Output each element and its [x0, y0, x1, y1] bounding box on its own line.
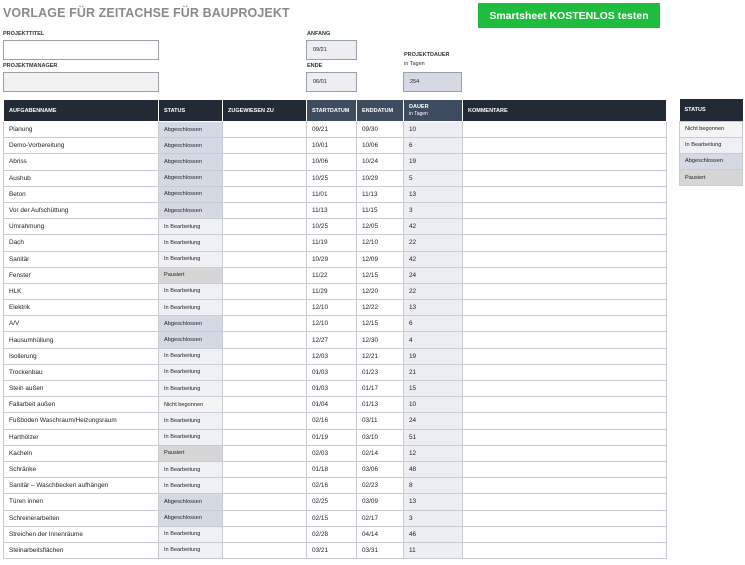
start-date-cell[interactable]: 02/15 [307, 510, 357, 526]
status-cell[interactable]: Pausiert [159, 445, 223, 461]
task-name-cell[interactable]: HLK [4, 283, 159, 299]
table-row [4, 316, 667, 332]
legend-item-paused: Pausiert [680, 170, 743, 186]
duration-cell[interactable]: 5 [404, 170, 463, 186]
comments-cell[interactable] [463, 251, 667, 267]
col-header-assigned: ZUGEWIESEN ZU [223, 100, 307, 122]
project-duration-field: 254 [403, 72, 462, 92]
status-cell[interactable]: Abgeschlossen [159, 186, 223, 202]
project-title-label: PROJEKTTITEL [3, 31, 45, 37]
assigned-cell[interactable] [223, 413, 307, 429]
status-cell[interactable]: In Bearbeitung [159, 478, 223, 494]
end-date-cell[interactable]: 12/15 [357, 316, 404, 332]
legend-header: STATUS [680, 99, 743, 121]
duration-cell[interactable]: 10 [404, 122, 463, 138]
duration-cell[interactable]: 22 [404, 235, 463, 251]
table-row [4, 122, 667, 138]
status-cell[interactable]: Abgeschlossen [159, 138, 223, 154]
task-name-cell[interactable]: Aushub [4, 170, 159, 186]
comments-cell[interactable] [463, 478, 667, 494]
start-date-cell[interactable]: 01/18 [307, 461, 357, 477]
start-date-cell[interactable]: 02/16 [307, 413, 357, 429]
table-row [4, 381, 667, 397]
duration-cell[interactable]: 11 [404, 542, 463, 558]
end-date-cell[interactable]: 09/30 [357, 122, 404, 138]
assigned-cell[interactable] [223, 138, 307, 154]
start-date-cell[interactable]: 01/04 [307, 397, 357, 413]
duration-cell[interactable]: 13 [404, 494, 463, 510]
task-name-cell[interactable]: Sanitär – Waschbecken aufhängen [4, 478, 159, 494]
status-cell[interactable]: Abgeschlossen [159, 122, 223, 138]
task-name-cell[interactable]: Hausumhüllung [4, 332, 159, 348]
comments-cell[interactable] [463, 170, 667, 186]
assigned-cell[interactable] [223, 526, 307, 542]
table-row [4, 154, 667, 170]
duration-cell[interactable]: 19 [404, 154, 463, 170]
status-cell[interactable]: In Bearbeitung [159, 381, 223, 397]
task-name-cell[interactable]: Steinarbeitsflächen [4, 542, 159, 558]
comments-cell[interactable] [463, 219, 667, 235]
task-name-cell[interactable]: Fenster [4, 267, 159, 283]
duration-cell[interactable]: 6 [404, 316, 463, 332]
status-cell[interactable]: In Bearbeitung [159, 283, 223, 299]
end-date-cell[interactable]: 10/06 [357, 138, 404, 154]
task-name-cell[interactable]: Isolierung [4, 348, 159, 364]
start-date-cell[interactable]: 02/03 [307, 445, 357, 461]
start-date-cell[interactable]: 02/28 [307, 526, 357, 542]
end-date-cell[interactable]: 12/20 [357, 283, 404, 299]
status-cell[interactable]: Nicht begonnen [159, 397, 223, 413]
assigned-cell[interactable] [223, 170, 307, 186]
col-header-duration [404, 100, 463, 122]
project-manager-label: PROJEKTMANAGER [3, 63, 58, 69]
start-date-cell[interactable]: 10/25 [307, 219, 357, 235]
status-cell[interactable]: Abgeschlossen [159, 154, 223, 170]
end-date-cell[interactable]: 12/09 [357, 251, 404, 267]
comments-cell[interactable] [463, 300, 667, 316]
end-date-cell[interactable]: 03/11 [357, 413, 404, 429]
task-name-cell[interactable]: Beton [4, 186, 159, 202]
status-cell[interactable]: In Bearbeitung [159, 219, 223, 235]
assigned-cell[interactable] [223, 316, 307, 332]
task-name-cell[interactable]: Sanitär [4, 251, 159, 267]
task-name-cell[interactable]: Schreinerarbeiten [4, 510, 159, 526]
end-date-cell[interactable]: 12/22 [357, 300, 404, 316]
col-header-status: STATUS [159, 100, 223, 122]
status-cell[interactable]: In Bearbeitung [159, 413, 223, 429]
comments-cell[interactable] [463, 397, 667, 413]
start-date-cell[interactable]: 11/19 [307, 235, 357, 251]
assigned-cell[interactable] [223, 219, 307, 235]
end-date-cell[interactable]: 03/06 [357, 461, 404, 477]
assigned-cell[interactable] [223, 267, 307, 283]
table-row [4, 138, 667, 154]
end-date-cell[interactable]: 01/17 [357, 381, 404, 397]
task-name-cell[interactable]: Kacheln [4, 445, 159, 461]
table-row [4, 170, 667, 186]
assigned-cell[interactable] [223, 429, 307, 445]
start-date-cell[interactable]: 10/01 [307, 138, 357, 154]
task-name-cell[interactable]: Fallarbeit außen [4, 397, 159, 413]
duration-cell[interactable]: 3 [404, 510, 463, 526]
status-cell[interactable]: Abgeschlossen [159, 316, 223, 332]
comments-cell[interactable] [463, 154, 667, 170]
table-row [4, 332, 667, 348]
task-name-cell[interactable]: Fußboden Waschraum/Heizungsraum [4, 413, 159, 429]
status-cell[interactable]: In Bearbeitung [159, 364, 223, 380]
task-name-cell[interactable]: A/V [4, 316, 159, 332]
duration-cell[interactable]: 13 [404, 186, 463, 202]
task-name-cell[interactable]: Türen innen [4, 494, 159, 510]
assigned-cell[interactable] [223, 461, 307, 477]
duration-cell[interactable]: 13 [404, 300, 463, 316]
duration-cell[interactable]: 24 [404, 413, 463, 429]
col-header-duration-label: DAUER [409, 104, 429, 110]
end-date-cell[interactable]: 02/14 [357, 445, 404, 461]
task-name-cell[interactable]: Schränke [4, 461, 159, 477]
col-header-end: ENDDATUM [357, 100, 404, 122]
comments-cell[interactable] [463, 364, 667, 380]
duration-cell[interactable]: 24 [404, 267, 463, 283]
duration-cell[interactable]: 4 [404, 332, 463, 348]
task-name-cell[interactable]: Vor der Aufschüttung [4, 202, 159, 218]
table-row [4, 186, 667, 202]
table-row [4, 445, 667, 461]
assigned-cell[interactable] [223, 542, 307, 558]
assigned-cell[interactable] [223, 348, 307, 364]
status-cell[interactable]: Abgeschlossen [159, 332, 223, 348]
table-row [4, 202, 667, 218]
assigned-cell[interactable] [223, 154, 307, 170]
status-cell[interactable]: In Bearbeitung [159, 300, 223, 316]
start-date-cell[interactable]: 11/13 [307, 202, 357, 218]
assigned-cell[interactable] [223, 397, 307, 413]
col-header-duration-sub: in Tagen [409, 111, 428, 117]
assigned-cell[interactable] [223, 332, 307, 348]
smartsheet-trial-button[interactable]: Smartsheet KOSTENLOS testen [478, 3, 660, 28]
end-date-cell[interactable]: 11/13 [357, 186, 404, 202]
status-cell[interactable]: In Bearbeitung [159, 251, 223, 267]
status-cell[interactable]: Abgeschlossen [159, 170, 223, 186]
status-cell[interactable]: Abgeschlossen [159, 202, 223, 218]
start-date-cell[interactable]: 12/03 [307, 348, 357, 364]
table-row [4, 526, 667, 542]
project-start-field[interactable]: 09/21 [306, 40, 357, 60]
legend-item-in-progress: In Bearbeitung [680, 137, 743, 153]
task-name-cell[interactable]: Elektrik [4, 300, 159, 316]
task-name-cell[interactable]: Umrahmung [4, 219, 159, 235]
start-date-cell[interactable]: 09/21 [307, 122, 357, 138]
start-date-cell[interactable]: 10/06 [307, 154, 357, 170]
project-title-field[interactable] [3, 40, 159, 60]
assigned-cell[interactable] [223, 235, 307, 251]
end-date-cell[interactable]: 12/30 [357, 332, 404, 348]
task-name-cell[interactable]: Planung [4, 122, 159, 138]
assigned-cell[interactable] [223, 364, 307, 380]
duration-label: PROJEKTDAUER [404, 52, 450, 58]
start-date-cell[interactable]: 12/10 [307, 316, 357, 332]
duration-cell[interactable]: 48 [404, 461, 463, 477]
table-row [4, 510, 667, 526]
end-date-cell[interactable]: 12/21 [357, 348, 404, 364]
comments-cell[interactable] [463, 510, 667, 526]
status-cell[interactable]: In Bearbeitung [159, 235, 223, 251]
duration-cell[interactable]: 42 [404, 219, 463, 235]
duration-cell[interactable]: 6 [404, 138, 463, 154]
task-table [3, 99, 667, 559]
comments-cell[interactable] [463, 138, 667, 154]
duration-cell[interactable]: 3 [404, 202, 463, 218]
assigned-cell[interactable] [223, 251, 307, 267]
task-name-cell[interactable]: Streichen der Innenräume [4, 526, 159, 542]
start-date-cell[interactable]: 11/01 [307, 186, 357, 202]
status-legend [679, 99, 743, 186]
start-date-cell[interactable]: 02/16 [307, 478, 357, 494]
comments-cell[interactable] [463, 283, 667, 299]
assigned-cell[interactable] [223, 283, 307, 299]
start-date-cell[interactable]: 03/21 [307, 542, 357, 558]
duration-cell[interactable]: 10 [404, 397, 463, 413]
comments-cell[interactable] [463, 235, 667, 251]
duration-cell[interactable]: 21 [404, 364, 463, 380]
table-row [4, 461, 667, 477]
legend-item-completed: Abgeschlossen [680, 153, 743, 169]
status-cell[interactable]: Abgeschlossen [159, 494, 223, 510]
start-date-cell[interactable]: 11/29 [307, 283, 357, 299]
assigned-cell[interactable] [223, 381, 307, 397]
table-row [4, 235, 667, 251]
table-row [4, 413, 667, 429]
comments-cell[interactable] [463, 494, 667, 510]
table-row [4, 494, 667, 510]
comments-cell[interactable] [463, 429, 667, 445]
table-header-row [4, 100, 667, 122]
task-name-cell[interactable]: Stein außen [4, 381, 159, 397]
status-cell[interactable]: In Bearbeitung [159, 526, 223, 542]
col-header-comments: KOMMENTARE [463, 100, 667, 122]
duration-cell[interactable]: 51 [404, 429, 463, 445]
col-header-start: STARTDATUM [307, 100, 357, 122]
comments-cell[interactable] [463, 202, 667, 218]
comments-cell[interactable] [463, 381, 667, 397]
duration-cell[interactable]: 42 [404, 251, 463, 267]
start-date-cell[interactable]: 12/27 [307, 332, 357, 348]
table-row [4, 300, 667, 316]
comments-cell[interactable] [463, 526, 667, 542]
end-date-cell[interactable]: 12/10 [357, 235, 404, 251]
legend-item-not-started: Nicht begonnen [680, 121, 743, 137]
end-date-cell[interactable]: 02/17 [357, 510, 404, 526]
start-date-cell[interactable]: 10/25 [307, 170, 357, 186]
duration-cell[interactable]: 22 [404, 283, 463, 299]
comments-cell[interactable] [463, 332, 667, 348]
end-date-cell[interactable]: 03/09 [357, 494, 404, 510]
col-header-task: AUFGABENNAME [4, 100, 159, 122]
end-date-cell[interactable]: 02/23 [357, 478, 404, 494]
start-label: ANFANG [307, 31, 331, 37]
start-date-cell[interactable]: 11/22 [307, 267, 357, 283]
end-date-cell[interactable]: 03/10 [357, 429, 404, 445]
comments-cell[interactable] [463, 461, 667, 477]
assigned-cell[interactable] [223, 300, 307, 316]
status-cell[interactable]: In Bearbeitung [159, 542, 223, 558]
duration-cell[interactable]: 46 [404, 526, 463, 542]
comments-cell[interactable] [463, 122, 667, 138]
end-date-cell[interactable]: 10/24 [357, 154, 404, 170]
end-date-cell[interactable]: 10/29 [357, 170, 404, 186]
table-row [4, 542, 667, 558]
start-date-cell[interactable]: 01/03 [307, 381, 357, 397]
table-row [4, 348, 667, 364]
status-cell[interactable]: Pausiert [159, 267, 223, 283]
comments-cell[interactable] [463, 316, 667, 332]
duration-cell[interactable]: 19 [404, 348, 463, 364]
task-name-cell[interactable]: Trockenbau [4, 364, 159, 380]
table-row [4, 364, 667, 380]
table-row [4, 429, 667, 445]
task-name-cell[interactable]: Harthölzer [4, 429, 159, 445]
assigned-cell[interactable] [223, 478, 307, 494]
task-name-cell[interactable]: Abriss [4, 154, 159, 170]
comments-cell[interactable] [463, 445, 667, 461]
start-date-cell[interactable]: 01/19 [307, 429, 357, 445]
table-row [4, 251, 667, 267]
comments-cell[interactable] [463, 348, 667, 364]
duration-cell[interactable]: 8 [404, 478, 463, 494]
end-date-cell[interactable]: 03/31 [357, 542, 404, 558]
start-date-cell[interactable]: 12/10 [307, 300, 357, 316]
project-manager-field[interactable] [3, 72, 159, 92]
table-row [4, 267, 667, 283]
duration-cell[interactable]: 12 [404, 445, 463, 461]
assigned-cell[interactable] [223, 186, 307, 202]
comments-cell[interactable] [463, 186, 667, 202]
status-cell[interactable]: In Bearbeitung [159, 461, 223, 477]
assigned-cell[interactable] [223, 494, 307, 510]
assigned-cell[interactable] [223, 122, 307, 138]
table-row [4, 397, 667, 413]
end-date-cell[interactable]: 01/23 [357, 364, 404, 380]
start-date-cell[interactable]: 02/25 [307, 494, 357, 510]
comments-cell[interactable] [463, 413, 667, 429]
status-cell[interactable]: Abgeschlossen [159, 510, 223, 526]
duration-cell[interactable]: 15 [404, 381, 463, 397]
end-label: ENDE [307, 63, 323, 69]
duration-sublabel: in Tagen [404, 61, 425, 67]
status-cell[interactable]: In Bearbeitung [159, 348, 223, 364]
assigned-cell[interactable] [223, 510, 307, 526]
end-date-cell[interactable]: 11/15 [357, 202, 404, 218]
project-end-field[interactable]: 06/01 [306, 72, 357, 92]
page-title: VORLAGE FÜR ZEITACHSE FÜR BAUPROJEKT [3, 6, 290, 20]
comments-cell[interactable] [463, 542, 667, 558]
end-date-cell[interactable]: 12/15 [357, 267, 404, 283]
assigned-cell[interactable] [223, 445, 307, 461]
comments-cell[interactable] [463, 267, 667, 283]
end-date-cell[interactable]: 12/05 [357, 219, 404, 235]
table-row [4, 219, 667, 235]
start-date-cell[interactable]: 01/03 [307, 364, 357, 380]
start-date-cell[interactable]: 10/29 [307, 251, 357, 267]
task-name-cell[interactable]: Dach [4, 235, 159, 251]
status-cell[interactable]: In Bearbeitung [159, 429, 223, 445]
assigned-cell[interactable] [223, 202, 307, 218]
end-date-cell[interactable]: 01/13 [357, 397, 404, 413]
table-row [4, 478, 667, 494]
table-row [4, 283, 667, 299]
task-name-cell[interactable]: Demo-Vorbereitung [4, 138, 159, 154]
end-date-cell[interactable]: 04/14 [357, 526, 404, 542]
